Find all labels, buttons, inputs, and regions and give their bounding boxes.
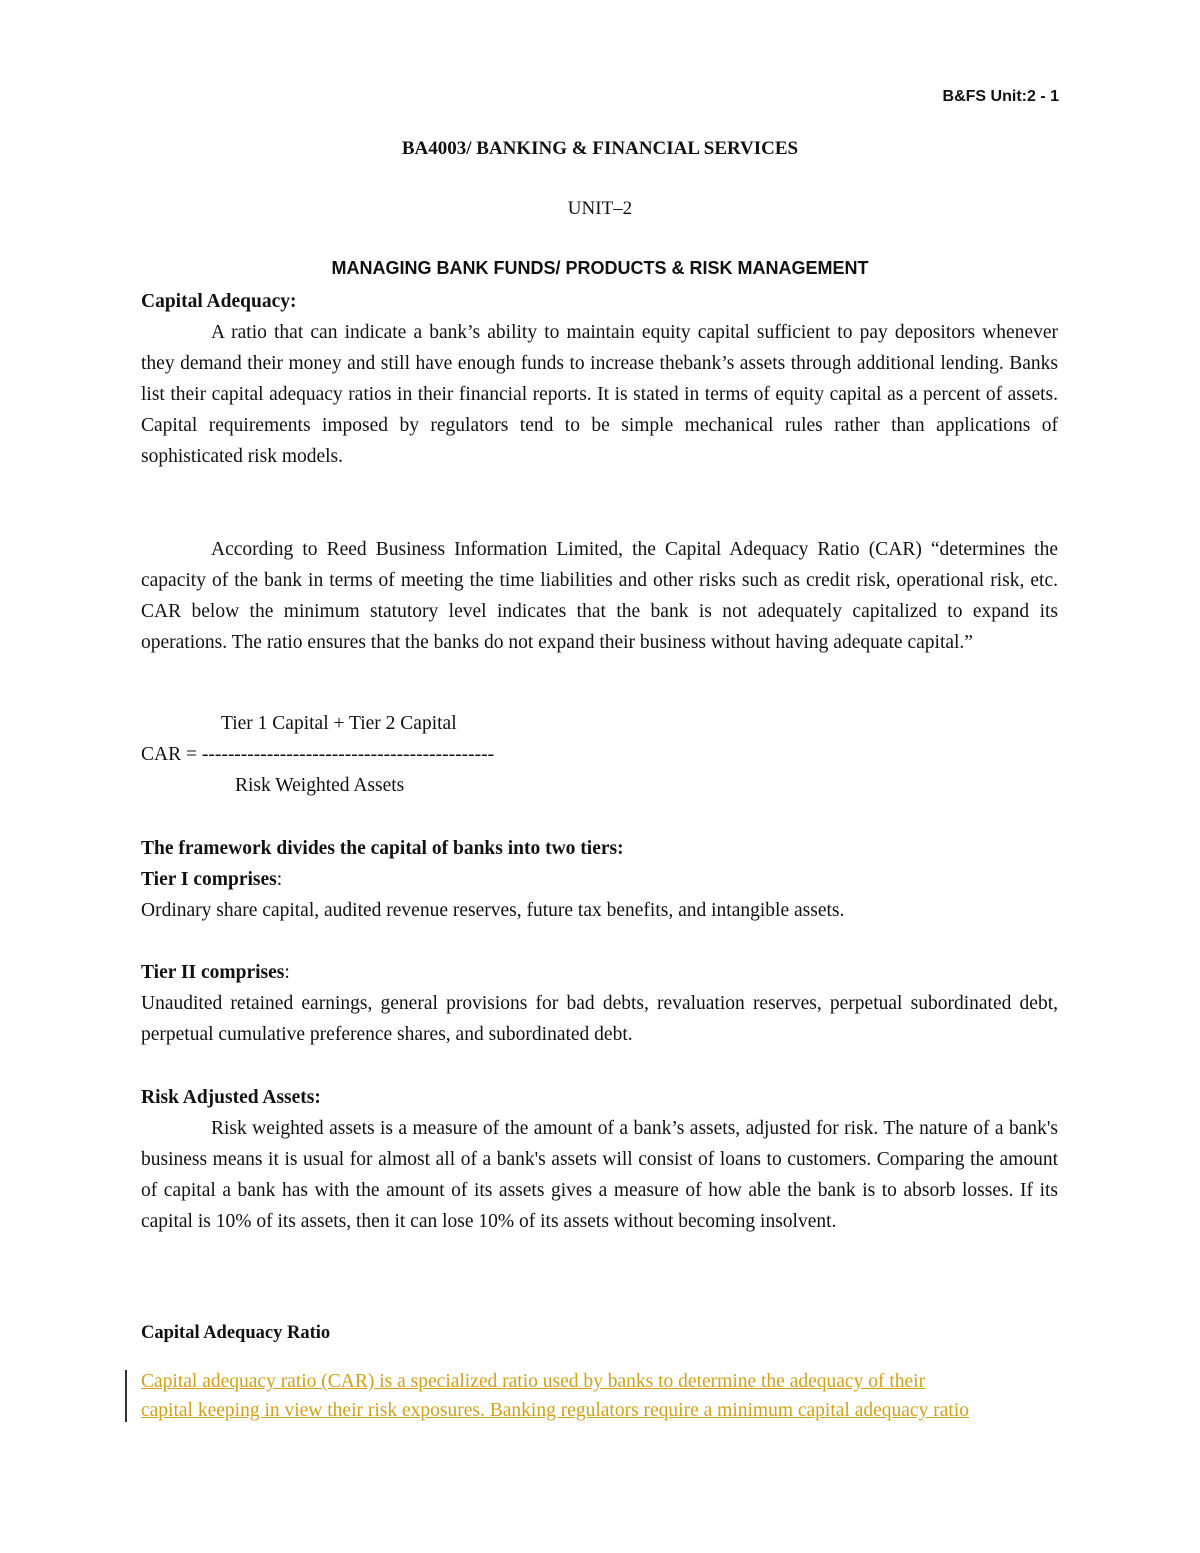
revision-change-bar	[125, 1370, 127, 1422]
risk-adjusted-paragraph: Risk weighted assets is a measure of the amount of a bank’s assets, adjusted for risk. The nature of a bank's business means it is usual for almost all of a bank's assets will consist of loans to customers. Comparing the amount of capital a bank has with the amount of its assets gives a measure of how able the bank is to absorb losses. If its capital is 10% of its assets, then it can lose 10% of its assets without becoming insolvent.	[141, 1118, 1058, 1232]
tier1-label: Tier I comprises	[141, 869, 277, 890]
tier2-label: Tier II comprises	[141, 962, 285, 983]
formula-car-line: CAR = ---------------------------------------------	[141, 744, 495, 765]
highlighted-text-line-1: Capital adequacy ratio (CAR) is a specialized ratio used by banks to determine the adequacy of their	[141, 1371, 926, 1392]
formula-denominator: Risk Weighted Assets	[235, 775, 405, 796]
page-header-label: B&FS Unit:2 - 1	[942, 88, 1059, 105]
tiers-intro-heading: The framework divides the capital of banks into two tiers:	[141, 838, 624, 859]
formula-numerator: Tier 1 Capital + Tier 2 Capital	[221, 713, 457, 734]
course-title: BA4003/ BANKING & FINANCIAL SERVICES	[401, 138, 799, 159]
capital-adequacy-heading: Capital Adequacy:	[141, 291, 297, 312]
tier1-colon: :	[276, 869, 283, 890]
unit-label: UNIT–2	[567, 198, 633, 219]
highlighted-text-line-2: capital keeping in view their risk exposures. Banking regulators require a minimum capital adequacy ratio	[141, 1400, 969, 1421]
unit-title: MANAGING BANK FUNDS/ PRODUCTS & RISK MANAGEMENT	[331, 258, 869, 278]
capital-adequacy-paragraph-1: A ratio that can indicate a bank’s ability to maintain equity capital sufficient to pay depositors whenever they demand their money and still have enough funds to increase thebank’s assets through additional lending. Banks list their capital adequacy ratios in their financial reports. It is stated in terms of equity capital as a percent of assets. Capital requirements imposed by regulators tend to be simple mechanical rules rather than applications of sophisticated risk models.	[141, 322, 1058, 467]
car-section-heading: Capital Adequacy Ratio	[141, 1323, 331, 1343]
tier2-heading	[141, 957, 1058, 988]
risk-adjusted-heading: Risk Adjusted Assets:	[141, 1087, 321, 1108]
tier2-colon: :	[284, 962, 290, 983]
tier1-heading	[141, 864, 1058, 895]
tier2-description: Unaudited retained earnings, general provisions for bad debts, revaluation reserves, perpetual subordinated debt, perpetual cumulative preference shares, and subordinated debt.	[141, 993, 1058, 1045]
capital-adequacy-paragraph-2: According to Reed Business Information Limited, the Capital Adequacy Ratio (CAR) “determines the capacity of the bank in terms of meeting the time liabilities and other risks such as credit risk, operational risk, etc. CAR below the minimum statutory level indicates that the bank is not adequately capitalized to expand its operations. The ratio ensures that the banks do not expand their business without having adequate capital.”	[141, 539, 1058, 653]
tier1-description: Ordinary share capital, audited revenue reserves, future tax benefits, and intangible assets.	[141, 900, 845, 921]
